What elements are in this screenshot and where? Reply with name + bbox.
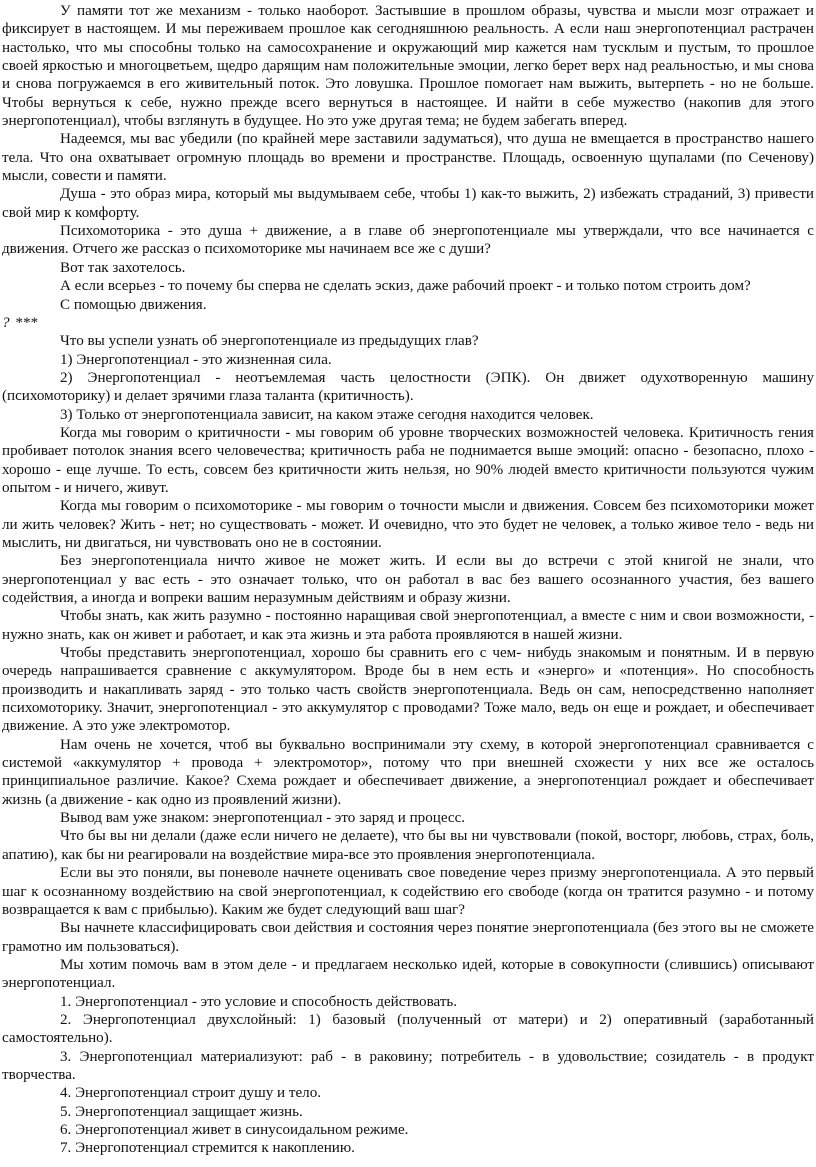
list-item-3: 3) Только от энергопотенциала зависит, на каком этаже сегодня находится человек. bbox=[60, 406, 594, 423]
paragraph-wanted: Вот так захотелось. bbox=[60, 259, 186, 276]
paragraph-classify: Вы начнете классифицировать свои действия и состояния через понятие энергопотенциала (без этого вы не сможете грамотно им пользоваться). bbox=[2, 920, 814, 955]
idea-item-3: 3. Энергопотенциал материализуют: раб - в раковину; потребитель - в удовольствие; созидатель - в продукт творчества. bbox=[2, 1048, 814, 1083]
idea-item-6: 6. Энергопотенциал живет в синусоидальном режиме. bbox=[60, 1121, 409, 1138]
list-item-1: 1) Энергопотенциал - это жизненная сила. bbox=[60, 351, 332, 368]
paragraph-psychomotor-precision: Когда мы говорим о психомоторике - мы говорим о точности мысли и движения. Совсем без психомоторики может ли жить человек? Жить - нет; но существовать - может. И очевидно, что это будет не человек, а только живое тело - ведь ни мыслить, ни двигаться, ни чувствовать оно не в состоянии. bbox=[2, 498, 814, 551]
paragraph-first-step: Если вы это поняли, вы поневоле начнете оценивать свое поведение через призму энергопотенциала. А это первый шаг к осознанному воздействию на свой энергопотенциал, к содействию его свободе (когда он тратится разумно - и потому возвращается к вам с прибылью). Каким же будет следующий ваш шаг? bbox=[2, 865, 814, 918]
idea-item-5: 5. Энергопотенциал защищает жизнь. bbox=[60, 1103, 303, 1120]
paragraph-live-wisely: Чтобы знать, как жить разумно - постоянно наращивая свой энергопотенциал, а вместе с ним и свои возможности, - нужно знать, как он живет и работает, и как эта жизнь и эта работа проявляются в нашей жизни. bbox=[2, 608, 814, 643]
separator-stars: *** bbox=[15, 314, 39, 331]
paragraph-with-movement: С помощью движения. bbox=[60, 296, 207, 313]
paragraph-without-energy: Без энергопотенциала ничто живое не может жить. И если вы до встречи с этой книгой не знали, что энергопотенциал у вас есть - это означает только, что он работал в вас без вашего осознанного участия, без вашего содействия, а иногда и вопреки вашим неразумным действиям и образу жизни. bbox=[2, 553, 814, 606]
idea-item-2: 2. Энергопотенциал двухслойный: 1) базовый (полученный от матери) и 2) оперативный (заработанный самостоятельно). bbox=[2, 1011, 814, 1047]
idea-item-1: 1. Энергопотенциал - это условие и способность действовать. bbox=[60, 993, 458, 1010]
section-separator bbox=[2, 314, 814, 332]
paragraph-sketch-first: А если всерьез - то почему бы сперва не сделать эскиз, даже рабочий проект - и только потом строить дом? bbox=[60, 278, 751, 295]
idea-item-4: 4. Энергопотенциал строит душу и тело. bbox=[60, 1085, 322, 1102]
paragraph-criticality: Когда мы говорим о критичности - мы говорим об уровне творческих возможностей человека. Критичность гения пробивает потолок знания всего человечества; критичность раба не поднимается выше эмоций: опасно - безопасно, плохо - хорошо - еще лучше. То есть, совсем без критичности жить нельзя, но 90% людей вместо критичности пользуются чужим опытом - и ничего, живут. bbox=[2, 424, 814, 496]
paragraph-psychomotor: Психомоторика - это душа + движение, а в главе об энергопотенциале мы утверждали, что все начинается с движения. Отчего же рассказ о психомоторике мы начинаем все же с души? bbox=[2, 223, 814, 258]
paragraph-what-learned: Что вы успели узнать об энергопотенциале из предыдущих глав? bbox=[60, 333, 479, 350]
paragraph-scheme-difference: Нам очень не хочется, чтоб вы буквально воспринимали эту схему, в которой энергопотенциал сравнивается с системой «аккумулятор + провода + электромотор», потому что при внешней схожести у них все же осталось принципиальное различие. Какое? Схема рождает и обеспечивает движение, а энергопотенциал рождает и обеспечивает жизнь (а движение - как одно из проявлений жизни). bbox=[2, 736, 814, 808]
paragraph-memory-mechanism: У памяти тот же механизм - только наоборот. Застывшие в прошлом образы, чувства и мысли мозг отражает и фиксирует в настоящем. И мы переживаем прошлое как сегодняшнюю реальность. А если наш энергопотенциал растрачен настолько, что мы способны только на самосохранение и окружающий мир кажется нам тусклым и пустым, то прошлое своей яркостью и многоцветьем, щедро дарящим нам положительные эмоции, легко берет верх над реальностью, и мы снова и снова погружаемся в его живительный поток. Это ловушка. Прошлое помогает нам выжить, вытерпеть - но не больше. Чтобы вернуться к себе, нужно прежде всего вернуться в настоящее. И найти в себе мужество (накопив для этого энергопотенциал), чтобы взглянуть в будущее. Но это уже другая тема; не будем забегать вперед. bbox=[2, 3, 814, 130]
paragraph-soul-definition: Душа - это образ мира, который мы выдумываем себе, чтобы 1) как-то выжить, 2) избежать страданий, 3) привести свой мир к комфорту. bbox=[2, 186, 814, 221]
separator-mark: ? bbox=[2, 314, 10, 331]
idea-item-7: 7. Энергопотенциал стремится к накоплению. bbox=[60, 1140, 355, 1157]
paragraph-soul-space: Надеемся, мы вас убедили (по крайней мере заставили задуматься), что душа не вмещается в пространство нашего тела. Что она охватывает огромную площадь во времени и пространстве. Площадь, освоенную щупалами (по Сеченову) мысли, совести и памяти. bbox=[2, 131, 814, 185]
list-item-2: 2) Энергопотенциал - неотъемлемая часть целостности (ЭПК). Он движет одухотворенную машину (психомоторику) и делает зрячими глаза таланта (критичность). bbox=[2, 369, 814, 405]
paragraph-help-ideas: Мы хотим помочь вам в этом деле - и предлагаем несколько идей, которые в совокупности (слившись) описывают энергопотенциал. bbox=[2, 956, 814, 992]
paragraph-conclusion: Вывод вам уже знаком: энергопотенциал - это заряд и процесс. bbox=[60, 810, 466, 827]
paragraph-whatever-you-do: Что бы вы ни делали (даже если ничего не делаете), что бы вы ни чувствовали (покой, восторг, любовь, страх, боль, апатию), как бы ни реагировали на воздействие мира-все это проявления энергопотенциала. bbox=[2, 828, 814, 863]
paragraph-battery-comparison: Чтобы представить энергопотенциал, хорошо бы сравнить его с чем- нибудь знакомым и понятным. И в первую очередь напрашивается сравнение с аккумулятором. Вроде бы в нем есть и «энерго» и «потенция». Но способность производить и накапливать заряд - это только часть свойств энергопотенциала. Ведь он сам, непосредственно наполняет психомоторику. Значит, энергопотенциал - это аккумулятор с проводами? Тоже мало, ведь он еще и рождает, и обеспечивает движение. А это уже электромотор. bbox=[2, 645, 814, 735]
